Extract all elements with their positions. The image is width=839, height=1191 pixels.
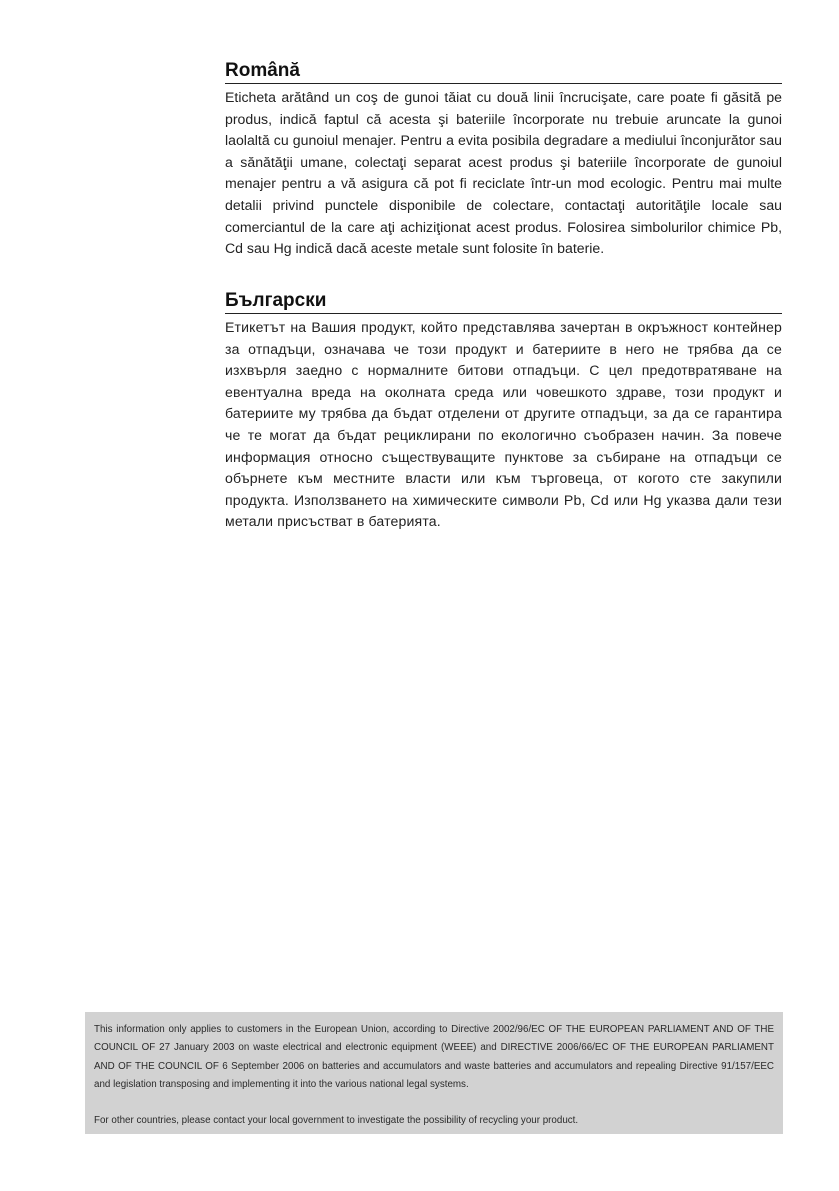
romanian-section (225, 60, 782, 260)
romanian-body: Eticheta arătând un coş de gunoi tăiat cu două linii încrucişate, care poate fi găsită pe produs, indică faptul că acesta şi bateriile încorporate nu trebuie aruncate la gunoi laolaltă cu gunoiul menajer. Pentru a evita posibila degradare a mediului înconjurător sau a sănătăţii umane, colectaţi separat acest produs şi bateriile încorporate de gunoiul menajer pentru a vă asigura că pot fi reciclate într-un mod ecologic. Pentru mai multe detalii privind punctele disponibile de colectare, contactaţi autorităţile locale sau comerciantul de la care aţi achiziţionat acest produs. Folosirea simbolurilor chimice Pb, Cd sau Hg indică dacă aceste metale sunt folosite în baterie. (225, 89, 782, 257)
eu-directive-notice (85, 1012, 783, 1134)
romanian-heading: Română (225, 60, 782, 84)
bulgarian-body: Етикетът на Вашия продукт, който представлява зачертан в окръжност контейнер за отпадъци, означава че този продукт и батериите в него не трябва да се изхвърля заедно с нормалните битови отпадъци. С цел предотвратяване на евентуална вреда на околната среда или човешкото здраве, този продукт и батериите му трябва да бъдат отделени от другите отпадъци, за да се гарантира че те могат да бъдат рециклирани по екологично съобразен начин. За повече информация относно съществуващите пунктове за събиране на отпадъци се обърнете към местните власти или към търговеца, от когото сте закупили продукта. Използването на химическите символи Pb, Cd или Hg указва дали тези метали присъстват в батерията. (225, 319, 782, 530)
bulgarian-section (225, 290, 782, 533)
other-countries-paragraph: For other countries, please contact your local government to investigate the possibility of recycling your product. (94, 1114, 579, 1126)
bulgarian-heading: Български (225, 290, 782, 314)
eu-directive-paragraph: This information only applies to customers in the European Union, according to Directive 2002/96/EC OF THE EUROPEAN PARLIAMENT AND OF THE COUNCIL OF 27 January 2003 on waste electrical and electronic equipment (WEEE) and DIRECTIVE 2006/66/EC OF THE EUROPEAN PARLIAMENT AND OF THE COUNCIL OF 6 September 2006 on batteries and accumulators and waste batteries and accumulators and repealing Directive 91/157/EEC and legislation transposing and implementing it into the various national legal systems. (94, 1024, 774, 1091)
